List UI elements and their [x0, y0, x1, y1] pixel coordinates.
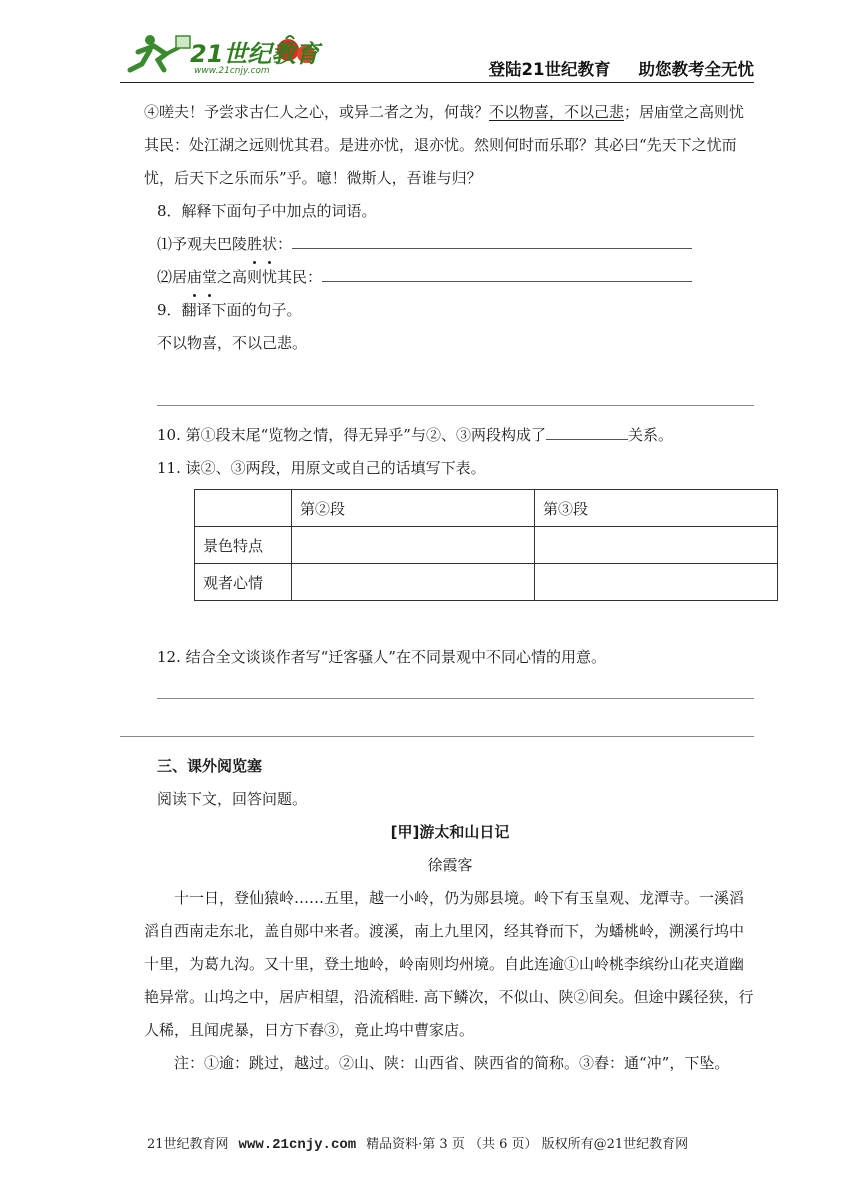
q8-item1-dot1: 胜: [247, 228, 262, 261]
q8-item1-answer-line[interactable]: [292, 234, 692, 249]
q8-item1-pre: ⑴予观夫巴陵: [157, 235, 248, 253]
section-3-title: 三、课外阅览塞: [157, 757, 263, 775]
tagline-left: 登陆21世纪教育: [488, 60, 611, 79]
main-content: [144, 96, 754, 360]
table-answer-cell[interactable]: [535, 527, 778, 564]
q9-sentence: 不以物喜，不以己悲。: [157, 334, 308, 352]
passage4-text-b: ；居庙堂之高则忧其民：处江湖之远则忧其君。是进亦忧，退亦忧。然则何时而乐耶？其必曰“先天下之忧而忧，后天下之乐而乐”乎。噫！微斯人，吾谁与归？: [144, 103, 745, 187]
table-header-cell: 第②段: [292, 490, 535, 527]
q11-title: 11. 读②、③两段，用原文或自己的话填写下表。: [157, 459, 486, 477]
table-header-cell: [195, 490, 292, 527]
page-footer: [147, 1133, 688, 1153]
logo: [120, 30, 320, 82]
q8-item2-answer-line[interactable]: [322, 267, 692, 282]
logo-text: 21世纪教育: [190, 40, 320, 68]
q10-text-post: 关系。: [627, 426, 673, 444]
q12-block: [157, 641, 754, 674]
passage4-text-a: ④嗟夫！予尝求古仁人之心，或异二者之为，何哉？: [144, 103, 490, 121]
q9-title: 9．翻译下面的句子。: [157, 301, 302, 319]
article-author: 徐霞客: [427, 856, 473, 874]
q10: [157, 419, 754, 452]
table-answer-cell[interactable]: [535, 564, 778, 601]
q9-answer-line[interactable]: [157, 405, 754, 406]
article-title: [甲]游太和山日记: [390, 823, 510, 841]
page-header: [120, 28, 754, 84]
table-answer-cell[interactable]: [292, 527, 535, 564]
q12-answer-line-1[interactable]: [157, 698, 754, 699]
q11-table: [194, 489, 778, 601]
q8-item-2: [157, 261, 754, 294]
article-body: 十一日，登仙猿岭……五里，越一小岭，仍为郧县境。岭下有玉皇观、龙潭寺。一溪滔滔自西南走东北，盖自郧中来者。渡溪，南上九里冈，经其脊而下，为蟠桃岭，溯溪行坞中十里，为葛九沟。又十里，登土地岭，岭南则均州境。自此连逾①山岭桃李缤纷山花夹道幽艳异常。山坞之中，居庐相望，沿流稻畦. 高下鳞次，不似山、陕②间矣。但途中蹊径狭，行人稀，且闻虎暴，日方下舂③，竟止坞中曹家店。: [144, 889, 754, 1039]
q10-answer-line[interactable]: [546, 425, 628, 440]
q8-item2-dot1: 庙: [187, 261, 202, 294]
article-notes: 注：①逾：跳过，越过。②山、陕：山西省、陕西省的简称。③舂：通“冲”，下坠。: [174, 1054, 730, 1072]
q8-item2-post: 之高则忧其民：: [217, 268, 323, 286]
q10-q11-block: [157, 419, 754, 485]
header-rule: [120, 82, 754, 83]
q8-item1-post: ：: [277, 235, 293, 253]
table-row-label: 观者心情: [195, 564, 292, 601]
footer-right: 精品资料·第 3 页 （共 6 页） 版权所有@21世纪教育网: [366, 1137, 689, 1152]
q8-item-1: [157, 228, 754, 261]
q8-item1-dot2: 状: [262, 228, 277, 261]
passage4-underlined: 不以物喜，不以己悲: [489, 103, 625, 121]
logo-url: www.21cnjy.com: [194, 66, 270, 76]
table-answer-cell[interactable]: [292, 564, 535, 601]
q8-title: 8．解释下面句子中加点的词语。: [157, 202, 377, 220]
tagline-right: 助您教考全无忧: [638, 60, 754, 79]
header-tagline: [489, 56, 754, 80]
q8-item2-dot2: 堂: [202, 261, 217, 294]
q12-title: 12. 结合全文谈谈作者写“迁客骚人”在不同景观中不同心情的用意。: [157, 648, 606, 666]
table-header-cell: 第③段: [535, 490, 778, 527]
table-row-label: 景色特点: [195, 527, 292, 564]
footer-site-link[interactable]: www.21cnjy.com: [238, 1137, 357, 1153]
section-3-instruction: 阅读下文，回答问题。: [157, 790, 308, 808]
footer-left: 21世纪教育网: [147, 1137, 229, 1152]
table-row: [195, 527, 778, 564]
passage-paragraph-4: [144, 96, 756, 195]
q8-item2-pre: ⑵居: [157, 268, 188, 286]
q12-answer-line-2[interactable]: [120, 736, 754, 737]
q10-text-pre: 10. 第①段末尾“览物之情，得无异乎”与②、③两段构成了: [157, 426, 546, 444]
section-3: [144, 750, 754, 1080]
table-row: [195, 564, 778, 601]
table-header-row: [195, 490, 778, 527]
